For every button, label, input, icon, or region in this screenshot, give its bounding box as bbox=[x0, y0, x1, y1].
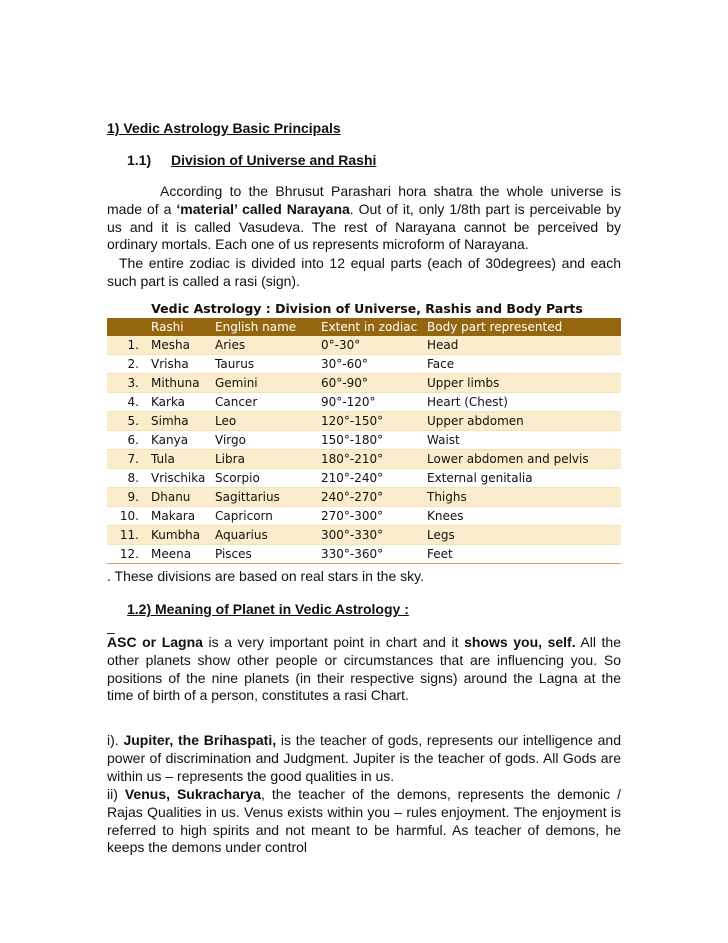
row-english-name: Capricorn bbox=[211, 507, 317, 526]
row-english-name: Libra bbox=[211, 450, 317, 469]
row-rashi: Kumbha bbox=[147, 526, 211, 545]
row-english-name: Virgo bbox=[211, 431, 317, 450]
subsection-title: Division of Universe and Rashi bbox=[171, 152, 377, 168]
subsection-heading-1-1 bbox=[127, 152, 376, 168]
row-index: 2. bbox=[107, 355, 147, 374]
intro-text-a: According to the Bhrusut Parashari hora shatra the whole universe is made of a bbox=[107, 183, 621, 217]
jupiter-text: is the teacher of gods, represents our intelligence and power of discrimination and Judgment. Jupiter is the teacher of gods. All Gods are within us – represents the good qualities in us. bbox=[107, 732, 621, 784]
table-row bbox=[107, 374, 621, 393]
header-index bbox=[107, 318, 147, 336]
table-header-row bbox=[107, 318, 621, 336]
row-extent: 90°-120° bbox=[317, 393, 423, 412]
table-row bbox=[107, 355, 621, 374]
table-row bbox=[107, 336, 621, 355]
header-body-part: Body part represented bbox=[423, 318, 621, 336]
row-extent: 150°-180° bbox=[317, 431, 423, 450]
table-body bbox=[107, 336, 621, 564]
venus-name: Venus, Sukracharya bbox=[124, 786, 262, 802]
row-rashi: Tula bbox=[147, 450, 211, 469]
subsection-number: 1.1) bbox=[127, 152, 152, 168]
row-extent: 270°-300° bbox=[317, 507, 423, 526]
row-rashi: Makara bbox=[147, 507, 211, 526]
header-rashi: Rashi bbox=[147, 318, 211, 336]
table-row bbox=[107, 488, 621, 507]
asc-paragraph bbox=[107, 634, 621, 705]
venus-paragraph bbox=[107, 786, 621, 857]
subsection-heading-1-2: 1.2) Meaning of Planet in Vedic Astrology : bbox=[127, 601, 409, 617]
row-extent: 0°-30° bbox=[317, 336, 423, 355]
stray-underscore: _ bbox=[107, 618, 115, 634]
section-heading-1: 1) Vedic Astrology Basic Principals bbox=[107, 120, 341, 136]
venus-prefix: ii) bbox=[107, 786, 125, 802]
row-english-name: Scorpio bbox=[211, 469, 317, 488]
row-extent: 120°-150° bbox=[317, 412, 423, 431]
row-extent: 180°-210° bbox=[317, 450, 423, 469]
table-row bbox=[107, 507, 621, 526]
header-english-name: English name bbox=[211, 318, 317, 336]
row-body-part: External genitalia bbox=[423, 469, 621, 488]
row-body-part: Face bbox=[423, 355, 621, 374]
row-english-name: Gemini bbox=[211, 374, 317, 393]
row-index: 12. bbox=[107, 545, 147, 564]
venus-text: , the teacher of the demons, represents the demonic / Rajas Qualities in us. Venus exists within you – rules enjoyment. The enjoyment is referred to high spirits and not meant to be harmful. As teacher of demons, he keeps the demons under control bbox=[107, 786, 621, 856]
intro-text-c: . Out of it, only 1/8th part is perceivable by us and it is called Vasudeva. The rest of Narayana cannot be perceived by ordinary mortals. Each one of us represents microform of Narayana. bbox=[107, 200, 622, 253]
table-row bbox=[107, 412, 621, 431]
table-row bbox=[107, 393, 621, 412]
row-index: 1. bbox=[107, 336, 147, 355]
row-body-part: Knees bbox=[423, 507, 621, 526]
row-rashi: Vrischika bbox=[147, 469, 211, 488]
row-extent: 60°-90° bbox=[317, 374, 423, 393]
table-title: Vedic Astrology : Division of Universe, Rashis and Body Parts bbox=[151, 301, 583, 316]
jupiter-name: Jupiter, the Brihaspati, bbox=[123, 732, 277, 748]
row-rashi: Meena bbox=[147, 545, 211, 564]
row-index: 10. bbox=[107, 507, 147, 526]
row-body-part: Upper limbs bbox=[423, 374, 621, 393]
table-row bbox=[107, 450, 621, 469]
row-index: 11. bbox=[107, 526, 147, 545]
table-note: . These divisions are based on real stars in the sky. bbox=[107, 568, 424, 584]
row-rashi: Kanya bbox=[147, 431, 211, 450]
row-rashi: Mithuna bbox=[147, 374, 211, 393]
row-rashi: Karka bbox=[147, 393, 211, 412]
asc-text-a: is a very important point in chart and it bbox=[202, 634, 465, 650]
row-index: 3. bbox=[107, 374, 147, 393]
row-english-name: Taurus bbox=[211, 355, 317, 374]
row-extent: 30°-60° bbox=[317, 355, 423, 374]
intro-paragraph-2: The entire zodiac is divided into 12 equal parts (each of 30degrees) and each such part is called a rasi (sign). bbox=[107, 255, 621, 289]
table-row bbox=[107, 545, 621, 564]
row-index: 5. bbox=[107, 412, 147, 431]
table-row bbox=[107, 526, 621, 545]
row-english-name: Cancer bbox=[211, 393, 317, 412]
row-body-part: Heart (Chest) bbox=[423, 393, 621, 412]
row-extent: 240°-270° bbox=[317, 488, 423, 507]
row-rashi: Mesha bbox=[147, 336, 211, 355]
jupiter-paragraph bbox=[107, 732, 621, 785]
row-extent: 300°-330° bbox=[317, 526, 423, 545]
table-row bbox=[107, 469, 621, 488]
asc-emphasis: shows you, self. bbox=[464, 634, 576, 650]
row-rashi: Simha bbox=[147, 412, 211, 431]
asc-term: ASC or Lagna bbox=[107, 634, 203, 650]
row-body-part: Legs bbox=[423, 526, 621, 545]
row-english-name: Aquarius bbox=[211, 526, 317, 545]
row-rashi: Vrisha bbox=[147, 355, 211, 374]
row-index: 8. bbox=[107, 469, 147, 488]
row-rashi: Dhanu bbox=[147, 488, 211, 507]
row-index: 6. bbox=[107, 431, 147, 450]
row-index: 9. bbox=[107, 488, 147, 507]
intro-text-bold: ‘material’ called Narayana bbox=[176, 200, 350, 217]
jupiter-prefix: i). bbox=[107, 732, 124, 748]
rashi-table bbox=[107, 318, 621, 564]
row-body-part: Thighs bbox=[423, 488, 621, 507]
row-index: 4. bbox=[107, 393, 147, 412]
row-extent: 210°-240° bbox=[317, 469, 423, 488]
row-body-part: Upper abdomen bbox=[423, 412, 621, 431]
row-english-name: Aries bbox=[211, 336, 317, 355]
table-row bbox=[107, 431, 621, 450]
row-index: 7. bbox=[107, 450, 147, 469]
row-english-name: Pisces bbox=[211, 545, 317, 564]
row-extent: 330°-360° bbox=[317, 545, 423, 564]
rashi-table-block bbox=[107, 300, 621, 564]
asc-text-b: All the other planets show other people or circumstances that are influencing you. So positions of the nine planets (in their respective signs) around the Lagna at the time of birth of a person, constitutes a rasi Chart. bbox=[107, 634, 621, 704]
row-body-part: Feet bbox=[423, 545, 621, 564]
row-english-name: Sagittarius bbox=[211, 488, 317, 507]
row-english-name: Leo bbox=[211, 412, 317, 431]
intro-paragraph-1 bbox=[107, 183, 621, 254]
row-body-part: Lower abdomen and pelvis bbox=[423, 450, 621, 469]
header-extent: Extent in zodiac bbox=[317, 318, 423, 336]
row-body-part: Waist bbox=[423, 431, 621, 450]
row-body-part: Head bbox=[423, 336, 621, 355]
